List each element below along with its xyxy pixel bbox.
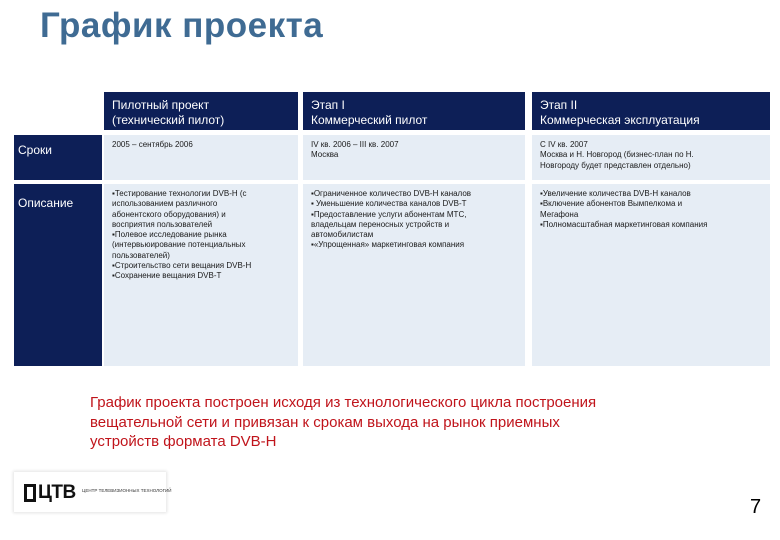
cell-line: ▪Предоставление услуги абонентам МТС, (311, 209, 467, 219)
page-title: График проекта (40, 6, 324, 45)
header-stage-1-line2: Коммерческий пилот (311, 113, 428, 127)
cell-line: IV кв. 2006 – III кв. 2007 (311, 140, 399, 149)
logo-mark: ЦТВ (38, 482, 76, 503)
header-stage-1-line1: Этап I (311, 98, 345, 112)
conclusion-line: устройств формата DVB-H (90, 433, 277, 450)
cell-line: ▪Ограниченное количество DVB-H каналов (311, 189, 472, 198)
cell-line: владельцам переносных устройств и (311, 219, 450, 229)
row-label-description-text: Описание (18, 196, 74, 210)
header-pilot (104, 92, 298, 130)
header-pilot-line2: (технический пилот) (112, 113, 225, 127)
cell-line: 2005 – сентябрь 2006 (112, 140, 193, 149)
cell-line: абонентского оборудования) и (112, 209, 226, 219)
cell-line: ▪Увеличение количества DVB-H каналов (540, 189, 691, 198)
cell-line: Москва и Н. Новгород (бизнес-план по Н. (540, 150, 694, 160)
cell-line: автомобилистам (311, 230, 374, 240)
conclusion-line: График проекта построен исходя из технологического цикла построения (90, 394, 597, 411)
cell-line: ▪Полномасштабная маркетинговая компания (540, 219, 708, 229)
header-stage-2-line2: Коммерческая эксплуатация (540, 113, 700, 127)
header-stage-1 (303, 92, 525, 130)
cell-description-pilot (104, 184, 298, 366)
cell-line: ▪Тестирование технологии DVB-H (с (112, 189, 247, 198)
company-logo (14, 472, 172, 512)
cell-line: ▪Полевое исследование рынка (112, 230, 227, 240)
cell-dates-stage-2 (532, 135, 770, 180)
cell-line: ▪«Упрощенная» маркетинговая компания (311, 240, 465, 250)
header-pilot-line1: Пилотный проект (112, 98, 210, 112)
cell-dates-stage-1 (303, 135, 525, 180)
header-stage-2 (532, 92, 770, 130)
cell-description-stage-1 (303, 184, 525, 366)
logo-tagline: ЦЕНТР ТЕЛЕВИЗИОННЫХ ТЕХНОЛОГИЙ (82, 488, 172, 493)
logo-emblem-icon (24, 484, 36, 502)
cell-line: восприятия пользователей (112, 219, 213, 229)
cell-line: Новгороду будет представлен отдельно) (540, 160, 691, 170)
cell-line: Мегафона (540, 209, 579, 219)
cell-line: Москва (311, 150, 339, 160)
cell-line: ▪Сохранение вещания DVB-T (112, 271, 222, 281)
cell-line: (интервьюирование потенциальных (112, 240, 246, 250)
row-label-dates (14, 135, 102, 180)
cell-dates-pilot (104, 135, 298, 180)
cell-line: пользователей) (112, 250, 170, 260)
cell-line: использованием различного (112, 199, 218, 209)
cell-line: ▪Строительство сети вещания DVB-H (112, 261, 252, 271)
cell-line: ▪Включение абонентов Вымпелкома и (540, 199, 683, 209)
cell-line: С IV кв. 2007 (540, 140, 588, 149)
page-number: 7 (750, 496, 762, 518)
cell-line: ▪ Уменьшение количества каналов DVB-T (311, 199, 467, 209)
row-label-description (14, 184, 102, 366)
cell-description-stage-2 (532, 184, 770, 366)
conclusion-line: вещательной сети и привязан к срокам выхода на рынок приемных (90, 413, 560, 431)
row-label-dates-text: Сроки (18, 143, 52, 157)
conclusion-text (90, 393, 730, 452)
header-stage-2-line1: Этап II (540, 98, 578, 112)
